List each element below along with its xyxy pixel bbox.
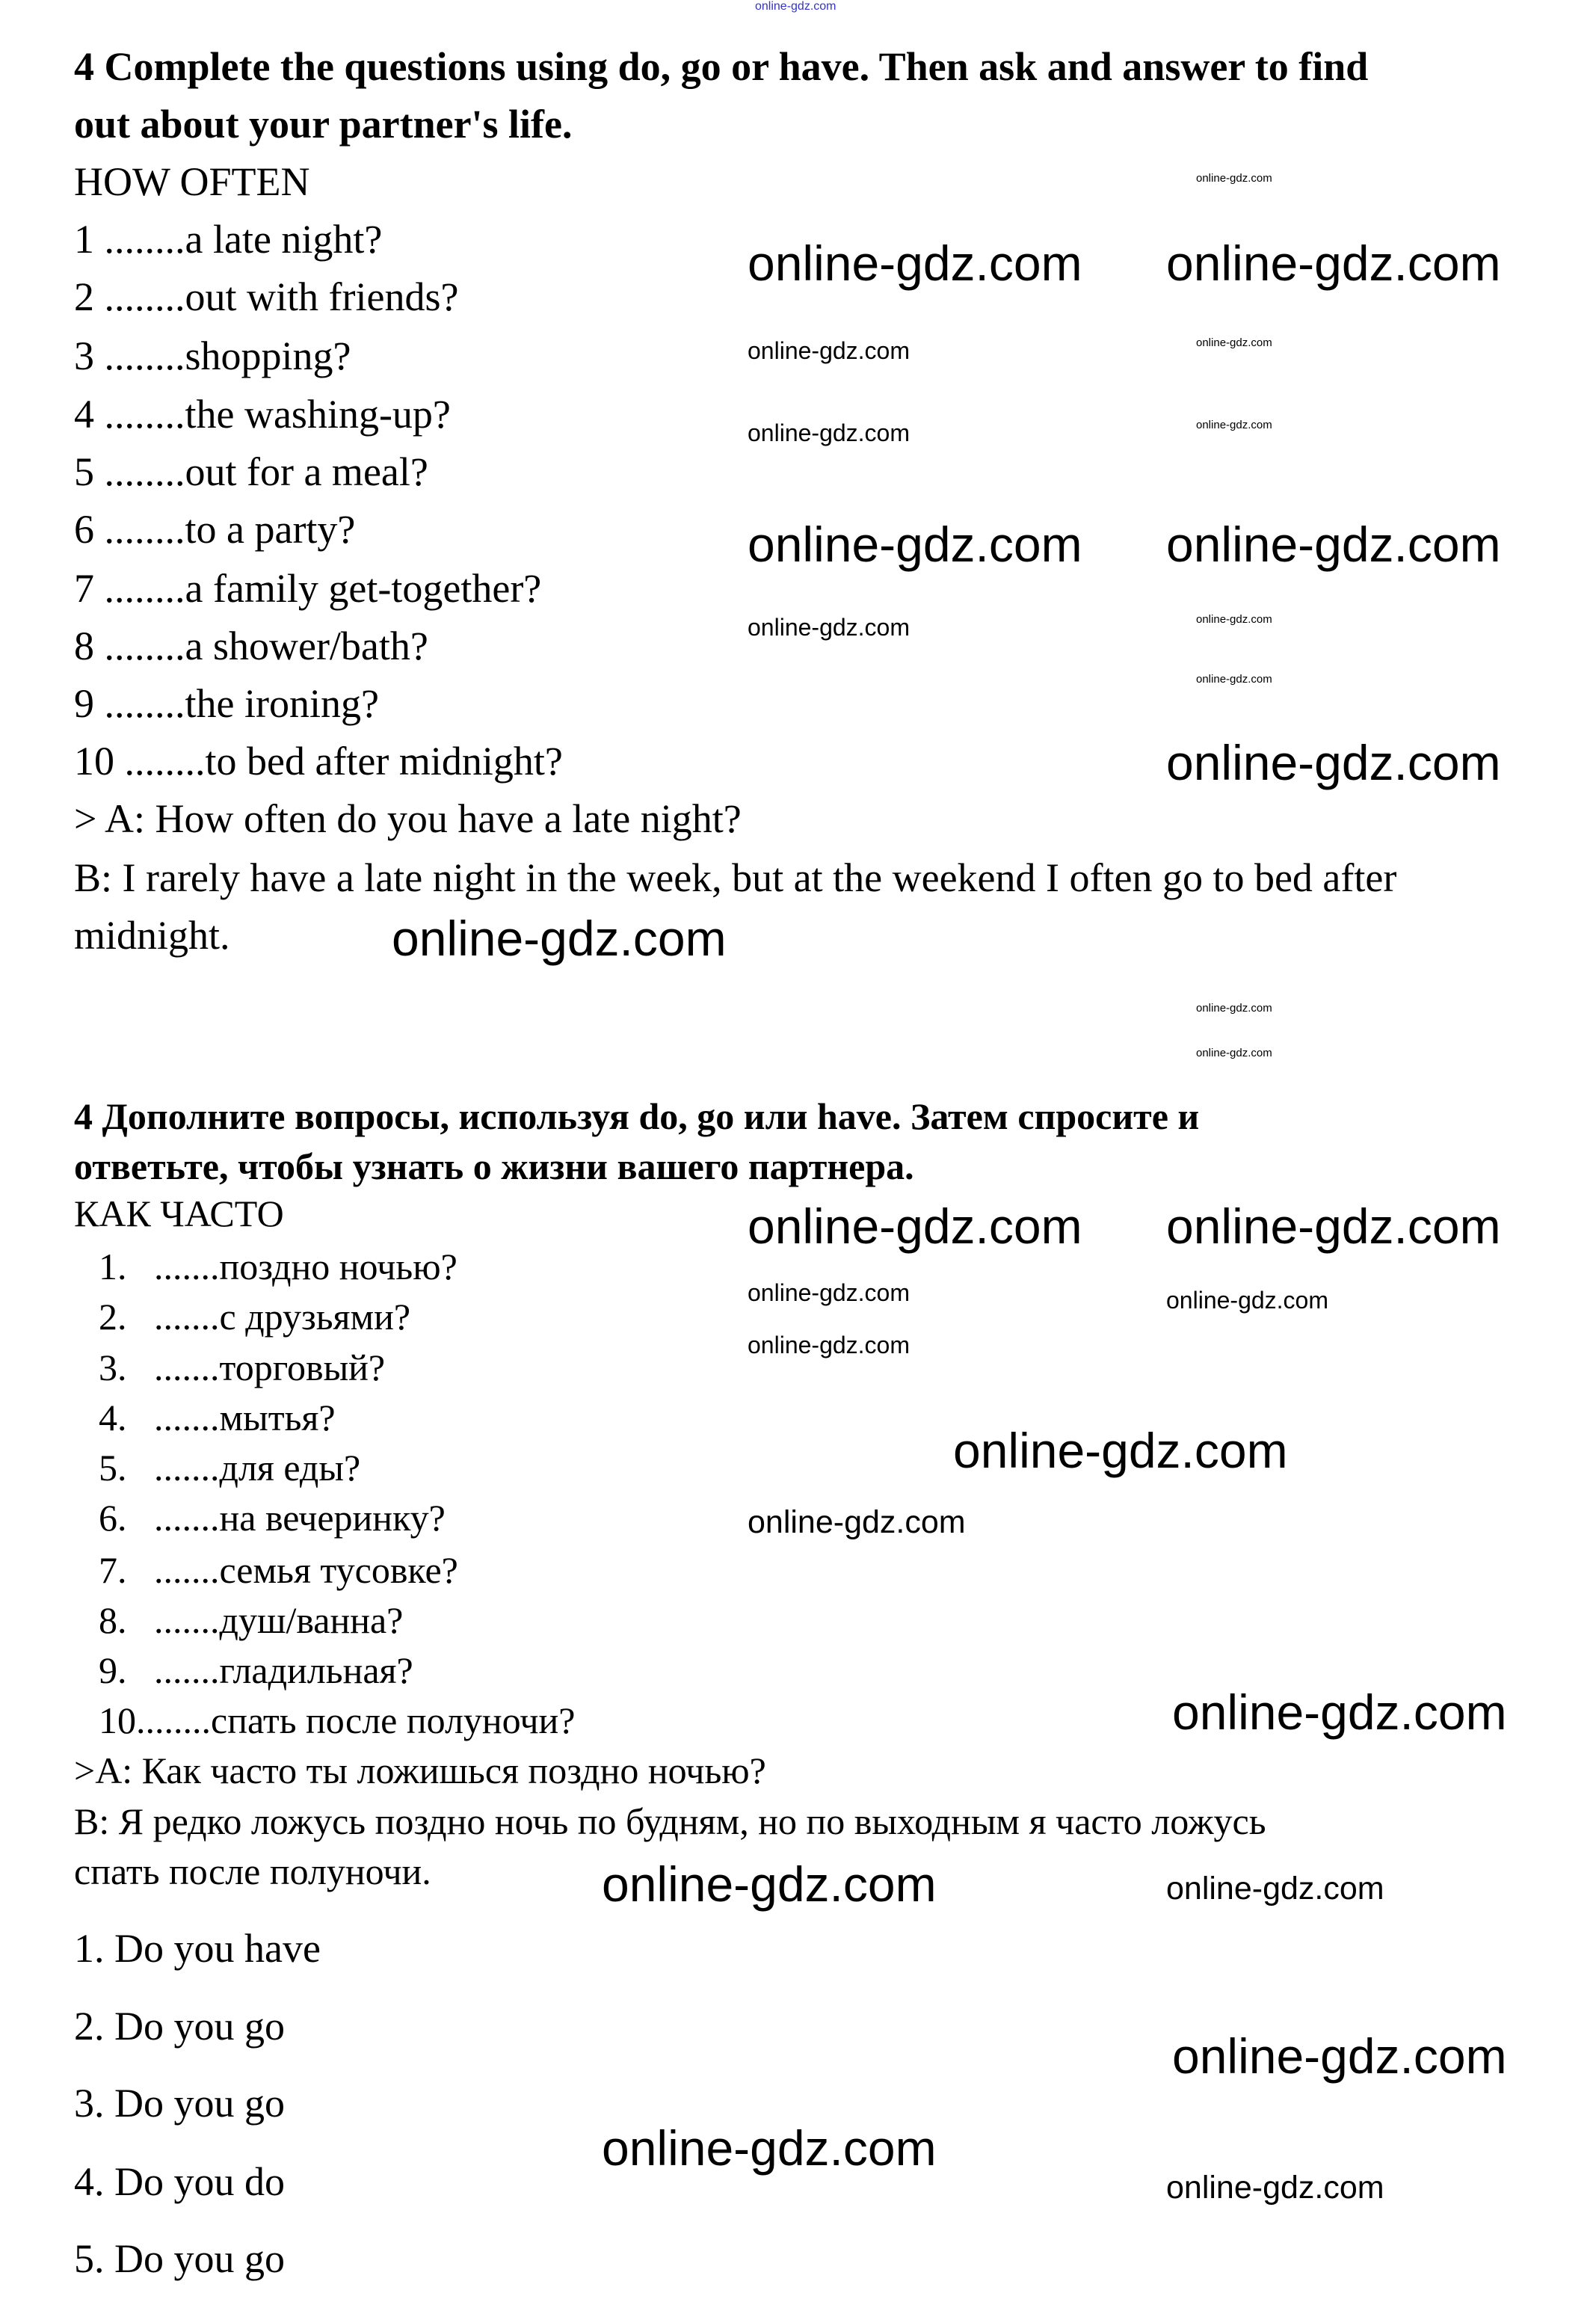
question-item: 10 ........to bed after midnight? bbox=[74, 739, 563, 784]
watermark: online-gdz.com bbox=[1196, 673, 1272, 686]
example-b-cont: midnight. bbox=[74, 913, 230, 958]
watermark: online-gdz.com bbox=[748, 236, 1082, 291]
question-item: 8 ........a shower/bath? bbox=[74, 624, 428, 668]
item-number: 5. bbox=[99, 1447, 127, 1489]
item-number: 8. bbox=[99, 1599, 127, 1641]
item-number: 1. bbox=[99, 1246, 127, 1287]
item-text: .......с друзьями? bbox=[154, 1296, 411, 1338]
item-number: 6. bbox=[99, 1497, 127, 1539]
watermark-top: online-gdz.com bbox=[755, 0, 836, 13]
item-text: .......семья тусовке? bbox=[154, 1549, 458, 1591]
ru-question-item bbox=[99, 1395, 336, 1440]
item-text: .......поздно ночью? bbox=[154, 1246, 457, 1287]
answer-item: 2. Do you go bbox=[74, 2004, 285, 2049]
item-number: 7. bbox=[99, 1549, 127, 1591]
item-text: .......душ/ванна? bbox=[154, 1599, 404, 1641]
ru-question-item bbox=[99, 1548, 458, 1592]
question-item: 2 ........out with friends? bbox=[74, 274, 459, 319]
ru-question-item bbox=[99, 1598, 403, 1643]
question-item: 1 ........a late night? bbox=[74, 217, 383, 262]
watermark: online-gdz.com bbox=[748, 337, 910, 364]
question-item: 9 ........the ironing? bbox=[74, 681, 379, 726]
watermark: online-gdz.com bbox=[748, 419, 910, 446]
ru-exercise-heading-cont: ответьте, чтобы узнать о жизни вашего партнера. bbox=[74, 1145, 914, 1187]
answer-item: 5. Do you go bbox=[74, 2236, 285, 2281]
watermark: online-gdz.com bbox=[1172, 2028, 1507, 2084]
watermark: online-gdz.com bbox=[392, 911, 727, 966]
question-item: 7 ........a family get-together? bbox=[74, 566, 542, 611]
watermark: online-gdz.com bbox=[748, 1198, 1082, 1254]
item-text: .......для еды? bbox=[154, 1447, 361, 1489]
item-text: .......спать после полуночи? bbox=[145, 1699, 576, 1741]
watermark: online-gdz.com bbox=[1166, 1287, 1328, 1314]
watermark: online-gdz.com bbox=[1196, 613, 1272, 626]
ru-question-item bbox=[99, 1345, 385, 1390]
ru-question-item bbox=[99, 1445, 360, 1490]
ru-question-item bbox=[99, 1648, 413, 1693]
ru-example-b-cont: спать после полуночи. bbox=[74, 1850, 431, 1892]
answer-item: 3. Do you go bbox=[74, 2081, 285, 2126]
watermark: online-gdz.com bbox=[748, 1504, 966, 1540]
item-number: 10. bbox=[99, 1699, 146, 1741]
watermark: online-gdz.com bbox=[1196, 172, 1272, 185]
ru-example-a: >A: Как часто ты ложишься поздно ночью? bbox=[74, 1749, 766, 1791]
ru-question-item bbox=[99, 1495, 446, 1540]
exercise-heading-cont: out about your partner's life. bbox=[74, 102, 573, 147]
watermark: online-gdz.com bbox=[1196, 419, 1272, 431]
answer-item: 4. Do you do bbox=[74, 2159, 285, 2204]
ru-question-item bbox=[99, 1698, 575, 1743]
watermark: online-gdz.com bbox=[1166, 236, 1501, 291]
ru-example-b: B: Я редко ложусь поздно ночь по будням, но по выходным я часто ложусь bbox=[74, 1800, 1266, 1842]
question-item: 6 ........to a party? bbox=[74, 507, 356, 552]
ru-question-item bbox=[99, 1294, 410, 1339]
watermark: online-gdz.com bbox=[602, 1856, 937, 1912]
item-text: .......мытья? bbox=[154, 1397, 336, 1438]
item-number: 3. bbox=[99, 1347, 127, 1388]
item-text: .......гладильная? bbox=[154, 1649, 413, 1691]
watermark: online-gdz.com bbox=[602, 2120, 937, 2176]
watermark: online-gdz.com bbox=[1166, 517, 1501, 572]
question-item: 3 ........shopping? bbox=[74, 333, 351, 378]
watermark: online-gdz.com bbox=[1166, 2170, 1384, 2206]
example-b: B: I rarely have a late night in the week, but at the weekend I often go to bed after bbox=[74, 855, 1397, 900]
subheading: HOW OFTEN bbox=[74, 159, 310, 204]
ru-question-item bbox=[99, 1244, 457, 1289]
watermark: online-gdz.com bbox=[1172, 1684, 1507, 1740]
watermark: online-gdz.com bbox=[1166, 1871, 1384, 1907]
item-number: 9. bbox=[99, 1649, 127, 1691]
watermark: online-gdz.com bbox=[748, 1332, 910, 1358]
item-number: 2. bbox=[99, 1296, 127, 1338]
watermark: online-gdz.com bbox=[748, 614, 910, 641]
answer-item: 1. Do you have bbox=[74, 1926, 321, 1971]
question-item: 4 ........the washing-up? bbox=[74, 392, 451, 437]
watermark: online-gdz.com bbox=[1196, 1047, 1272, 1059]
watermark: online-gdz.com bbox=[748, 1279, 910, 1306]
item-number: 4. bbox=[99, 1397, 127, 1438]
example-a: > A: How often do you have a late night? bbox=[74, 796, 742, 841]
ru-exercise-heading: 4 Дополните вопросы, используя do, go или have. Затем спросите и bbox=[74, 1095, 1200, 1137]
item-text: .......на вечеринку? bbox=[154, 1497, 446, 1539]
ru-subheading: КАК ЧАСТО bbox=[74, 1192, 284, 1234]
watermark: online-gdz.com bbox=[1196, 1002, 1272, 1015]
question-item: 5 ........out for a meal? bbox=[74, 449, 428, 494]
watermark: online-gdz.com bbox=[1166, 1198, 1501, 1254]
watermark: online-gdz.com bbox=[953, 1423, 1288, 1478]
watermark: online-gdz.com bbox=[1196, 336, 1272, 349]
item-text: .......торговый? bbox=[154, 1347, 386, 1388]
watermark: online-gdz.com bbox=[748, 517, 1082, 572]
watermark: online-gdz.com bbox=[1166, 735, 1501, 790]
exercise-heading: 4 Complete the questions using do, go or have. Then ask and answer to find bbox=[74, 44, 1369, 89]
